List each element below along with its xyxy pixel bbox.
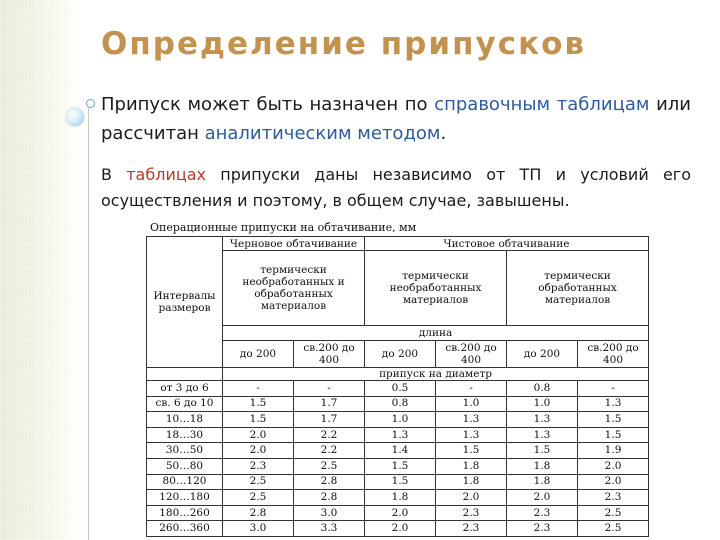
row-interval-cell: 18…30: [147, 427, 223, 443]
allowance-value-cell: 3.0: [294, 505, 365, 521]
allowance-value-cell: -: [294, 381, 365, 397]
header-rough-materials: термически необработанных и обработанных материалов: [223, 251, 365, 326]
table-header: [147, 237, 649, 381]
allowance-value-cell: 0.8: [507, 381, 578, 397]
allowance-value-cell: -: [223, 381, 294, 397]
highlight-reference-tables: справочным таблицам: [434, 94, 650, 115]
header-diameter-allowance: припуск на диаметр: [223, 368, 649, 381]
allowance-value-cell: 1.3: [436, 427, 507, 443]
row-interval-cell: 180…260: [147, 505, 223, 521]
header-finish-turning: Чистовое обтачивание: [365, 237, 649, 251]
allowance-value-cell: 2.0: [436, 490, 507, 506]
header-empty-cell: [147, 368, 223, 381]
paragraph-2-text: припуски даны независимо от ТП и условий его осуществления и поэтому, в общем случае, завышены.: [101, 165, 692, 210]
paragraph-1: [101, 90, 691, 148]
table-caption: Операционные припуски на обтачивание, мм: [150, 221, 417, 234]
header-length-col-2: св.200 до 400: [294, 341, 365, 368]
allowance-value-cell: 2.0: [578, 458, 649, 474]
decorative-background-pattern: [0, 0, 82, 540]
allowance-value-cell: 2.5: [223, 490, 294, 506]
allowance-value-cell: 1.5: [365, 474, 436, 490]
table-row: [147, 443, 649, 459]
table-body: [147, 381, 649, 537]
allowance-value-cell: 2.0: [223, 443, 294, 459]
highlight-tables: таблицах: [126, 165, 206, 184]
highlight-analytical-method: аналитическим методом: [204, 123, 441, 144]
allowance-value-cell: 2.5: [578, 521, 649, 537]
allowance-value-cell: 1.9: [578, 443, 649, 459]
allowance-value-cell: 2.8: [294, 474, 365, 490]
paragraph-1-text: .: [440, 123, 447, 144]
allowance-value-cell: -: [436, 381, 507, 397]
allowance-value-cell: 2.2: [294, 427, 365, 443]
row-interval-cell: от 3 до 6: [147, 381, 223, 397]
allowance-value-cell: 3.0: [223, 521, 294, 537]
allowance-value-cell: 1.3: [365, 427, 436, 443]
allowance-value-cell: 2.5: [578, 505, 649, 521]
row-interval-cell: 260…360: [147, 521, 223, 537]
header-finish-treated: термически обработанных материалов: [507, 251, 649, 326]
table-row: [147, 521, 649, 537]
table-row: [147, 412, 649, 428]
allowance-value-cell: 1.3: [507, 412, 578, 428]
row-interval-cell: 50…80: [147, 458, 223, 474]
allowance-value-cell: 1.4: [365, 443, 436, 459]
allowance-value-cell: 2.3: [436, 505, 507, 521]
allowance-value-cell: 2.0: [507, 490, 578, 506]
allowance-value-cell: 1.5: [223, 396, 294, 412]
allowance-value-cell: 2.0: [223, 427, 294, 443]
allowance-value-cell: 1.5: [365, 458, 436, 474]
allowance-value-cell: 1.7: [294, 396, 365, 412]
allowance-value-cell: 1.3: [507, 427, 578, 443]
slide-title: Определение припусков: [101, 26, 587, 62]
allowance-value-cell: 0.8: [365, 396, 436, 412]
paragraph-1-text: Припуск может быть назначен по: [101, 94, 435, 115]
allowance-value-cell: 1.5: [578, 412, 649, 428]
row-interval-cell: 120…180: [147, 490, 223, 506]
allowance-table: [146, 236, 649, 537]
allowance-value-cell: 1.0: [436, 396, 507, 412]
allowance-value-cell: 1.5: [223, 412, 294, 428]
allowance-value-cell: 2.3: [436, 521, 507, 537]
allowance-value-cell: 1.8: [436, 474, 507, 490]
row-interval-cell: 10…18: [147, 412, 223, 428]
paragraph-2: [101, 162, 691, 214]
table-row: [147, 381, 649, 397]
header-length-col-5: до 200: [507, 341, 578, 368]
allowance-value-cell: 1.8: [507, 474, 578, 490]
allowance-value-cell: 1.0: [507, 396, 578, 412]
allowance-value-cell: 1.0: [365, 412, 436, 428]
allowance-value-cell: 2.8: [294, 490, 365, 506]
allowance-value-cell: 2.2: [294, 443, 365, 459]
header-length-col-1: до 200: [223, 341, 294, 368]
allowance-value-cell: 3.3: [294, 521, 365, 537]
header-length-col-3: до 200: [365, 341, 436, 368]
decorative-bubble-icon: [66, 108, 84, 126]
allowance-value-cell: 1.3: [578, 396, 649, 412]
allowance-value-cell: -: [578, 381, 649, 397]
decorative-vertical-line: [88, 108, 89, 540]
row-interval-cell: 80…120: [147, 474, 223, 490]
allowance-value-cell: 2.3: [507, 521, 578, 537]
allowance-value-cell: 0.5: [365, 381, 436, 397]
allowance-value-cell: 2.3: [507, 505, 578, 521]
allowance-value-cell: 2.3: [223, 458, 294, 474]
allowance-value-cell: 1.8: [436, 458, 507, 474]
table-row: [147, 396, 649, 412]
table-row: [147, 505, 649, 521]
allowance-value-cell: 2.8: [223, 505, 294, 521]
allowance-value-cell: 2.3: [578, 490, 649, 506]
header-length-col-4: св.200 до 400: [436, 341, 507, 368]
row-interval-cell: 30…50: [147, 443, 223, 459]
allowance-value-cell: 1.5: [436, 443, 507, 459]
allowance-value-cell: 2.5: [294, 458, 365, 474]
allowance-value-cell: 1.5: [507, 443, 578, 459]
row-interval-cell: св. 6 до 10: [147, 396, 223, 412]
allowance-value-cell: 2.0: [578, 474, 649, 490]
header-finish-untreated: термически необработанных материалов: [365, 251, 507, 326]
allowance-value-cell: 1.8: [365, 490, 436, 506]
allowance-value-cell: 2.0: [365, 505, 436, 521]
table-row: [147, 490, 649, 506]
header-intervals: Интервалы размеров: [147, 237, 223, 368]
header-length-col-6: св.200 до 400: [578, 341, 649, 368]
allowance-value-cell: 1.5: [578, 427, 649, 443]
table-row: [147, 427, 649, 443]
allowance-value-cell: 1.3: [436, 412, 507, 428]
paragraph-2-text: В: [101, 165, 127, 184]
header-length: длина: [223, 326, 649, 341]
allowance-value-cell: 1.7: [294, 412, 365, 428]
allowance-value-cell: 1.8: [507, 458, 578, 474]
allowance-value-cell: 2.5: [223, 474, 294, 490]
bullet-circle-icon: [86, 99, 95, 108]
header-rough-turning: Черновое обтачивание: [223, 237, 365, 251]
table-row: [147, 458, 649, 474]
allowance-value-cell: 2.0: [365, 521, 436, 537]
table-row: [147, 474, 649, 490]
paragraph-1-text: или рассчитан: [101, 94, 691, 144]
